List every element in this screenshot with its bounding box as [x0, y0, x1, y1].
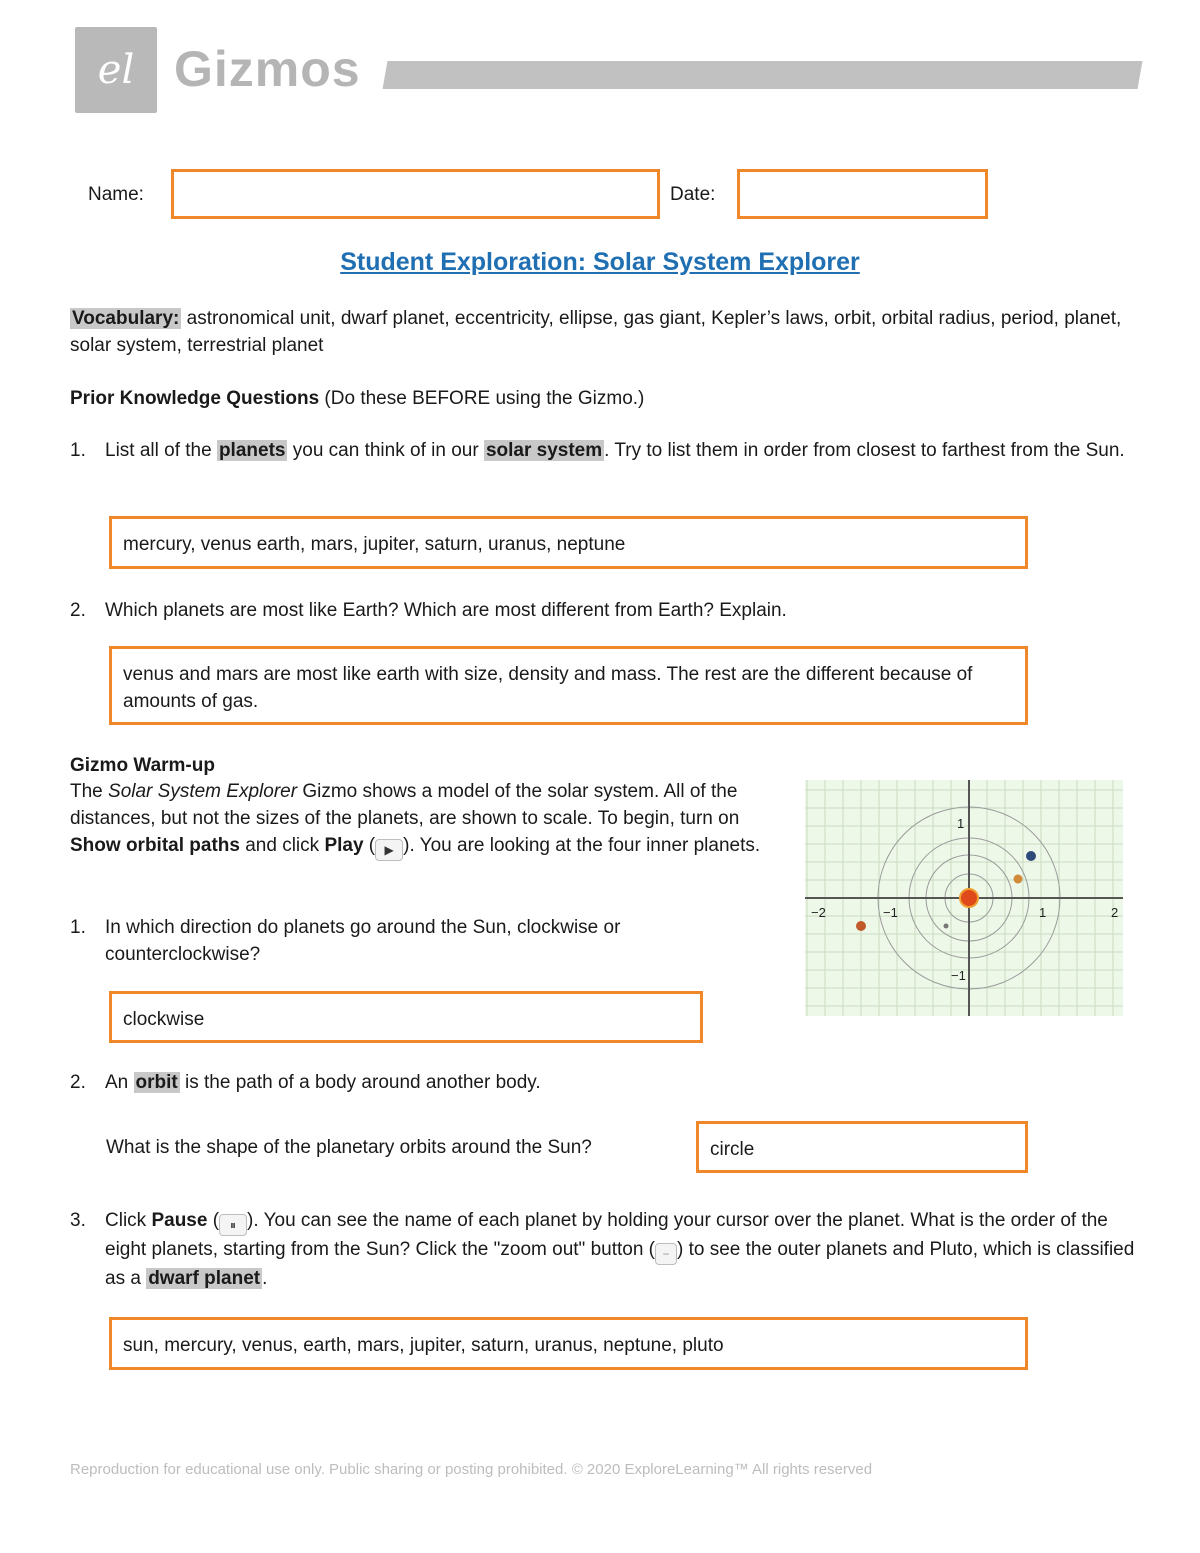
intro-text-a: The [70, 781, 109, 802]
header-bar [383, 61, 1143, 89]
intro-text-c: and click [239, 835, 325, 856]
intro-text-e: ). You are looking at the four inner planets. [403, 835, 761, 856]
planet-earth [1026, 851, 1036, 861]
x-tick-label: 2 [1111, 905, 1119, 920]
play-label: Play [324, 835, 364, 856]
warmup-intro [70, 778, 785, 861]
show-orbital-paths-label: Show orbital paths [70, 835, 240, 856]
prior-question-1 [70, 437, 1135, 464]
solar-system-diagram [805, 780, 1123, 1016]
logo-mark [75, 27, 157, 113]
zoom-out-icon: − [655, 1243, 677, 1265]
warmup-answer-3[interactable]: sun, mercury, venus, earth, mars, jupiter, saturn, uranus, neptune, pluto [109, 1317, 1028, 1370]
q2-text: Which planets are most like Earth? Which are most different from Earth? Explain. [105, 600, 787, 621]
warmup-question-2 [70, 1069, 1135, 1096]
wq3-text-e: . [262, 1268, 268, 1289]
wq3-text-d: ) to see the outer planets and Pluto, which is classified as a [105, 1239, 1135, 1289]
y-tick-label: 1 [957, 816, 965, 831]
q1-text-a: List all of the [105, 440, 217, 461]
warmup-answer-2[interactable]: circle [696, 1121, 1028, 1173]
pause-label: Pause [151, 1210, 208, 1231]
keyword-planets: planets [218, 440, 286, 461]
sun [960, 889, 978, 907]
gizmo-name: Solar System Explorer [108, 781, 298, 802]
footer-copyright: Reproduction for educational use only. Public sharing or posting prohibited. © 2020 ExploreLearning™ All rights reserved [70, 1461, 873, 1478]
prior-answer-1[interactable]: mercury, venus earth, mars, jupiter, saturn, uranus, neptune [109, 516, 1028, 569]
prior-answer-2[interactable]: venus and mars are most like earth with size, density and mass. The rest are the different because of amounts of gas. [109, 646, 1028, 725]
warmup-question-2-sub: What is the shape of the planetary orbits around the Sun? [106, 1137, 592, 1158]
keyword-solar-system: solar system [485, 440, 603, 461]
warmup-question-3 [70, 1207, 1138, 1292]
prior-heading-note: (Do these BEFORE using the Gizmo.) [319, 388, 645, 409]
y-tick-label: −1 [951, 968, 966, 983]
play-icon: ▶ [375, 839, 403, 861]
prior-heading-title: Prior Knowledge Questions [70, 388, 320, 409]
question-number: 1. [70, 917, 86, 938]
question-number: 1. [70, 440, 86, 461]
planet-mercury [944, 924, 949, 929]
x-tick-label: 1 [1039, 905, 1047, 920]
warmup-question-1 [70, 914, 710, 968]
planet-mars [856, 921, 866, 931]
vocabulary-text: astronomical unit, dwarf planet, eccentricity, ellipse, gas giant, Kepler’s laws, orbit, orbital radius, period, planet, solar system, terrestrial planet [70, 308, 1122, 356]
vocabulary-label: Vocabulary: [72, 308, 180, 329]
wq2-text-b: is the path of a body around another body. [179, 1072, 541, 1093]
q1-text-c: . Try to list them in order from closest to farthest from the Sun. [604, 440, 1125, 461]
question-number: 2. [70, 600, 86, 621]
date-label: Date: [670, 184, 716, 205]
date-field[interactable] [737, 169, 988, 219]
wq3-text-c: ). You can see the name of each planet by holding your cursor over the planet. What is the order of the eight planets, starting from the Sun? Click the "zoom out" button ( [105, 1210, 1108, 1260]
vocabulary [70, 305, 1135, 359]
q1-text-b: you can think of in our [287, 440, 484, 461]
planet-venus [1014, 875, 1023, 884]
x-tick-label: −2 [811, 905, 826, 920]
prior-heading [70, 385, 1135, 412]
wq2-text-a: An [105, 1072, 134, 1093]
name-label: Name: [88, 184, 144, 205]
page-title: Student Exploration: Solar System Explorer [340, 248, 860, 276]
pause-icon: ⏸ [219, 1214, 247, 1236]
x-tick-label: −1 [883, 905, 898, 920]
question-number: 2. [70, 1072, 86, 1093]
name-field[interactable] [171, 169, 660, 219]
prior-question-2 [70, 597, 1135, 624]
warmup-heading: Gizmo Warm-up [70, 755, 215, 776]
intro-text-b: Gizmo shows a model of the solar system. All of the distances, but not the sizes of the planets, are shown to scale. To begin, turn on [70, 781, 740, 829]
wq3-text-a: Click [105, 1210, 152, 1231]
wq3-text-b: ( [207, 1210, 220, 1231]
logo-glyph: el [97, 47, 135, 93]
question-number: 3. [70, 1210, 86, 1231]
wq1-text: In which direction do planets go around the Sun, clockwise or counterclockwise? [105, 917, 621, 965]
keyword-dwarf-planet: dwarf planet [148, 1268, 261, 1289]
warmup-answer-1[interactable]: clockwise [109, 991, 703, 1043]
brand-name: Gizmos [174, 41, 361, 97]
keyword-orbit: orbit [135, 1072, 178, 1093]
intro-text-d: ( [363, 835, 376, 856]
